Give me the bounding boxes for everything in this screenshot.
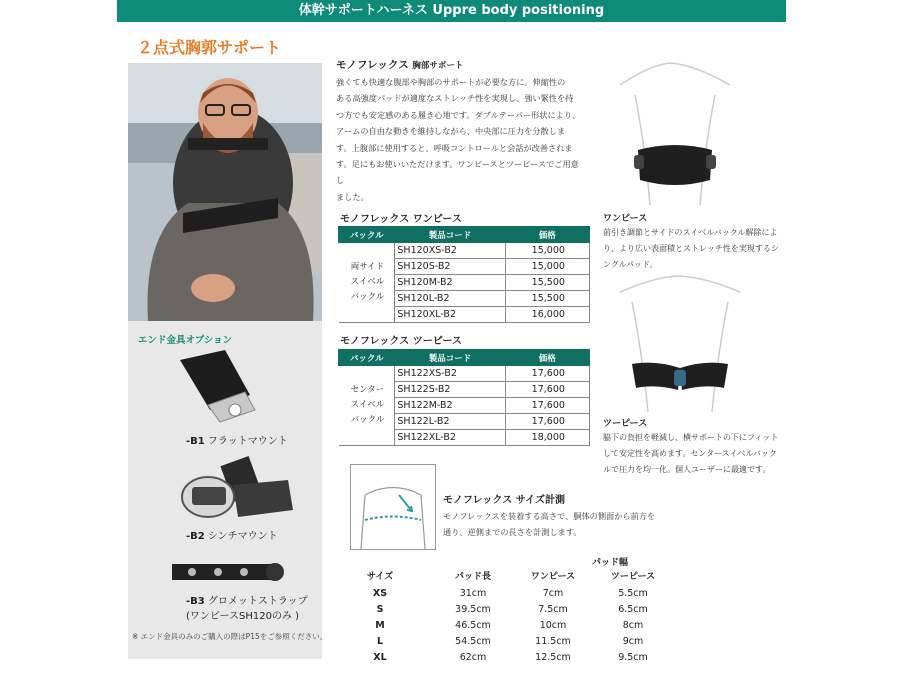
price-cell: 15,000	[505, 243, 589, 259]
twopiece-width-cell: 6.5cm	[618, 604, 648, 615]
table-row	[350, 617, 670, 634]
sizing-line: 通り、逆側までの長さを計測します。	[443, 527, 582, 537]
col-header: 価格	[505, 350, 589, 366]
col-header: バックル	[339, 227, 395, 243]
twopiece-info-heading: ツーピース	[603, 419, 648, 429]
desc-line: す。足にもお使いいただけます。ワンピースとツーピースでご用意し	[336, 159, 579, 186]
table-row	[339, 366, 590, 382]
onepiece-width-cell: 10cm	[539, 620, 567, 631]
desc-line: ました。	[336, 191, 369, 202]
twopiece-width-cell: 9cm	[622, 636, 644, 647]
cinch-mount-image	[178, 455, 298, 529]
twopiece-width-cell: 9.5cm	[618, 652, 648, 663]
onepiece-width-cell: 11.5cm	[535, 636, 571, 647]
product-name: モノフレックス	[336, 59, 409, 71]
table-row	[339, 243, 590, 259]
page-banner: 体幹サポートハーネス Uppre body positioning	[117, 0, 786, 22]
onepiece-info-text	[603, 225, 788, 273]
table-row	[350, 585, 670, 602]
buckle-line: 両サイド	[350, 262, 385, 272]
buckle-line: スイベル	[350, 400, 385, 410]
length-cell: 54.5cm	[455, 636, 491, 647]
length-cell: 39.5cm	[455, 604, 491, 615]
buckle-cell	[339, 366, 395, 446]
buckle-line: センター	[350, 385, 385, 395]
col-header: 製品コード	[395, 227, 505, 243]
size-table-header-row	[350, 569, 670, 586]
info-line: ルで圧力を均一化。個人ユーザーに最適です。	[603, 465, 771, 474]
desc-line: つ方でも安定感のある履き心地です。ダブルテーパー形状により、	[336, 109, 581, 120]
code-cell: SH120L-B2	[395, 291, 505, 307]
onepiece-width-cell: 7cm	[542, 588, 564, 599]
code-cell: SH120M-B2	[395, 275, 505, 291]
info-line: ングルパッド。	[603, 260, 658, 269]
measurement-illustration	[350, 464, 436, 550]
twopiece-table-title: モノフレックス ツーピース	[340, 336, 462, 347]
options-footnote: ※ エンド金具のみのご購入の際はP15をご参照ください。	[132, 632, 328, 641]
info-line: 前引き調節とサイドのスイベルバックル解除によ	[603, 228, 778, 237]
grommet-strap-image	[170, 560, 290, 592]
size-cell: XS	[372, 588, 388, 599]
code-cell: SH122XL-B2	[395, 430, 505, 446]
option-b3-label: グロメットストラップ	[207, 596, 308, 607]
onepiece-info-heading: ワンピース	[603, 214, 648, 224]
price-cell: 15,500	[505, 291, 589, 307]
price-cell: 16,000	[505, 307, 589, 323]
price-cell: 17,600	[505, 382, 589, 398]
price-cell: 15,500	[505, 275, 589, 291]
buckle-line: バックル	[350, 415, 385, 425]
col-header: パッド長	[454, 572, 491, 582]
onepiece-table-title: モノフレックス ワンピース	[340, 214, 462, 225]
option-b3-note: (ワンピースSH120のみ )	[186, 611, 300, 622]
twopiece-torso-image	[610, 272, 750, 412]
size-cell: L	[376, 636, 384, 647]
sizing-description	[443, 508, 673, 540]
buckle-line: バックル	[350, 292, 385, 302]
length-cell: 31cm	[459, 588, 487, 599]
col-header: サイズ	[366, 572, 394, 582]
col-header: バックル	[339, 350, 395, 366]
option-b1-code: -B1	[186, 436, 205, 447]
code-cell: SH122XS-B2	[395, 366, 505, 382]
table-row	[350, 633, 670, 650]
section-title: ２点式胸郭サポート	[137, 38, 282, 57]
sizing-heading: モノフレックス サイズ計測	[443, 495, 565, 506]
code-cell: SH120XS-B2	[395, 243, 505, 259]
option-b1	[186, 432, 288, 447]
col-header: ツーピース	[610, 572, 656, 582]
table-header-row	[339, 227, 590, 243]
table-row	[350, 649, 670, 666]
twopiece-price-table	[338, 349, 590, 446]
option-b2-code: -B2	[186, 531, 205, 542]
price-cell: 17,600	[505, 414, 589, 430]
length-cell: 46.5cm	[455, 620, 491, 631]
price-cell: 18,000	[505, 430, 589, 446]
code-cell: SH122M-B2	[395, 398, 505, 414]
table-header-row	[339, 350, 590, 366]
size-cell: XL	[373, 652, 387, 663]
onepiece-width-cell: 12.5cm	[535, 652, 571, 663]
price-cell: 15,000	[505, 259, 589, 275]
desc-line: アームの自由な動きを維持しながら、中央部に圧力を分散しま	[336, 126, 566, 137]
info-line: 脇下の負担を軽減し、横サポートの下にフィット	[603, 433, 779, 442]
option-b3	[186, 592, 308, 607]
twopiece-info-text	[603, 430, 793, 478]
option-b1-label: フラットマウント	[207, 436, 288, 447]
twopiece-width-cell: 8cm	[622, 620, 644, 631]
desc-line: 強くても快適な腹部や胸部のサポートが必要な方に。伸縮性の	[336, 77, 566, 87]
onepiece-width-cell: 7.5cm	[538, 604, 568, 615]
option-b2-label: シンチマウント	[207, 531, 278, 542]
size-cell: M	[375, 620, 385, 631]
sizing-line: モノフレックスを装着する高さで、胴体の側面から前方を	[443, 511, 656, 521]
code-cell: SH122S-B2	[395, 382, 505, 398]
code-cell: SH120S-B2	[395, 259, 505, 275]
product-heading	[336, 57, 463, 72]
option-b2	[186, 527, 278, 542]
code-cell: SH122L-B2	[395, 414, 505, 430]
price-cell: 17,600	[505, 398, 589, 414]
product-subtitle: 胸部サポート	[412, 61, 464, 71]
buckle-cell	[339, 243, 395, 323]
onepiece-price-table	[338, 226, 590, 323]
desc-line: ある高強度パッドが適度なストレッチ性を実現し、強い緊性を持	[336, 93, 574, 104]
col-header: 製品コード	[395, 350, 505, 366]
col-header: 価格	[505, 227, 589, 243]
flat-mount-image	[170, 350, 260, 434]
buckle-line: スイベル	[350, 277, 385, 287]
info-line: して安定性を高めます。センタースイベルバック	[603, 449, 777, 458]
pad-width-group-header: パッド幅	[591, 558, 628, 568]
length-cell: 62cm	[459, 652, 487, 663]
option-b3-code: -B3	[186, 596, 205, 607]
table-row	[350, 601, 670, 618]
code-cell: SH120XL-B2	[395, 307, 505, 323]
product-photo	[128, 63, 322, 321]
col-header: ワンピース	[530, 572, 576, 582]
desc-line: す。上腹部に使用すると、呼吸コントロールと会話が改善されま	[336, 142, 573, 153]
options-title: エンド金具オプション	[138, 335, 233, 346]
onepiece-torso-image	[610, 55, 740, 205]
twopiece-width-cell: 5.5cm	[618, 588, 648, 599]
price-cell: 17,600	[505, 366, 589, 382]
info-line: り、より広い表面積とストレッチ性を実現するシ	[603, 244, 779, 253]
product-description	[336, 74, 584, 205]
size-cell: S	[376, 604, 384, 615]
